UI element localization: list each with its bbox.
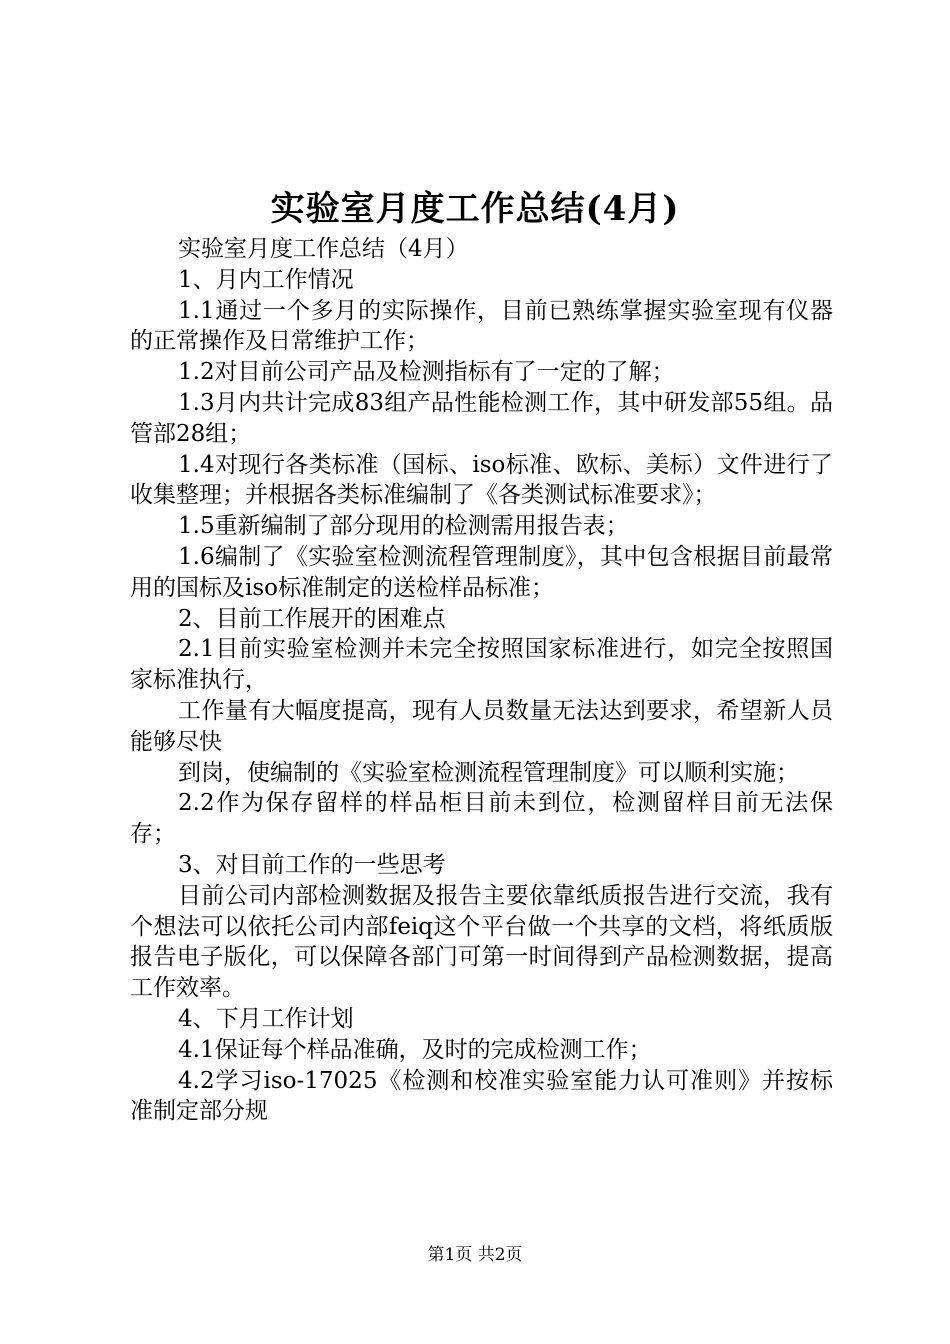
paragraph: 2.1目前实验室检测并未完全按照国家标准进行，如完全按照国家标准执行， <box>130 636 833 694</box>
paragraph: 1.2对目前公司产品及检测指标有了一定的了解； <box>178 359 675 386</box>
paragraph: 实验室月度工作总结（4月） <box>178 236 469 262</box>
section-heading: 3、对目前工作的一些思考 <box>178 851 446 878</box>
paragraph: 到岗，使编制的《实验室检测流程管理制度》可以顺利实施； <box>178 759 799 786</box>
section-heading: 4、下月工作计划 <box>178 1005 354 1032</box>
paragraph: 4.2学习iso-17025《检测和校准实验室能力认可准则》并按标准制定部分规 <box>130 1067 833 1125</box>
paragraph: 2.2作为保存留样的样品柜目前未到位，检测留样目前无法保存； <box>130 790 833 848</box>
paragraph: 1.3月内共计完成83组产品性能检测工作，其中研发部55组。品管部28组； <box>130 389 833 447</box>
paragraph: 4.1保证每个样品准确，及时的完成检测工作； <box>178 1036 652 1063</box>
section-heading: 2、目前工作展开的困难点 <box>178 605 446 632</box>
paragraph: 目前公司内部检测数据及报告主要依靠纸质报告进行交流，我有个想法可以依托公司内部feiq这个平台做一个共享的文档，将纸质版报告电子版化，可以保障各部门可第一时间得到产品检测数据，提高工作效率。 <box>130 882 833 1002</box>
document-body <box>130 234 833 1127</box>
paragraph: 1.5重新编制了部分现用的检测需用报告表； <box>178 513 629 540</box>
document-title: 实验室月度工作总结(4月) <box>270 189 680 229</box>
paragraph: 1.1通过一个多月的实际操作，目前已熟练掌握实验室现有仪器的正常操作及日常维护工作； <box>130 297 833 355</box>
section-heading: 1、月内工作情况 <box>178 266 354 293</box>
paragraph: 1.6编制了《实验室检测流程管理制度》，其中包含根据目前最常用的国标及iso标准制定的送检样品标准； <box>130 543 833 601</box>
paragraph: 1.4对现行各类标准（国标、iso标准、欧标、美标）文件进行了收集整理；并根据各类标准编制了《各类测试标准要求》； <box>130 451 833 509</box>
paragraph: 工作量有大幅度提高，现有人员数量无法达到要求，希望新人员能够尽快 <box>130 697 833 755</box>
page-footer: 第1页 共2页 <box>427 1245 523 1265</box>
